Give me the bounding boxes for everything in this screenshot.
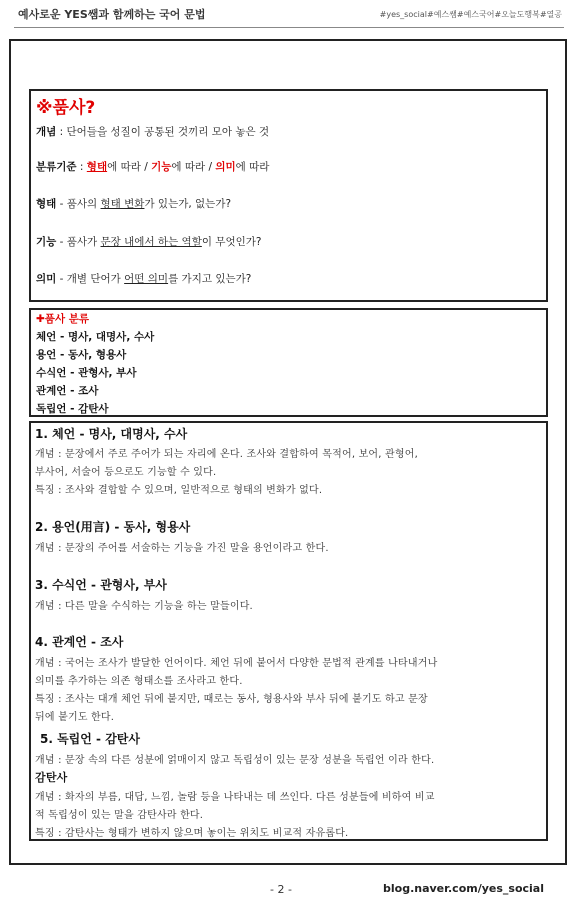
criteria-line [36,159,269,174]
sections-box [29,421,548,841]
header-title: 예사로운 YES쌤과 함께하는 국어 문법 [18,8,206,21]
classification-heading: ✚품사 분류 [36,313,90,325]
section-5-title: 5. 독립언 - 감탄사 [40,732,140,746]
classification-item: 체언 - 명사, 대명사, 수사 [36,331,155,343]
classification-item: 독립언 - 감탄사 [36,403,109,415]
section-3-text: 개념 : 다른 말을 수식하는 기능을 하는 말들이다. [35,601,253,612]
classification-item: 수식언 - 관형사, 부사 [36,367,137,379]
function-text-pre: - 품사가 [56,236,101,248]
classification-box [29,308,548,417]
meaning-text-post: 를 가지고 있는가? [168,273,252,285]
page-number: - 2 - [270,883,292,896]
section-5-text: 적 독립성이 있는 말을 감탄사라 한다. [35,810,204,821]
section-5-subtitle: 감탄사 [35,771,68,784]
section-4-text: 뒤에 붙기도 한다. [35,712,115,723]
criteria-function: 기능 [151,161,172,173]
section-4-title: 4. 관계언 - 조사 [35,635,124,649]
concept-text: : 단어들을 성질이 공통된 것끼리 모아 놓은 것 [56,126,270,138]
concept-label: 개념 [36,126,57,138]
form-label: 형태 [36,198,57,210]
pos-title: ※품사? [36,98,96,118]
section-5-text: 개념 : 화자의 부름, 대답, 느낌, 놀람 등을 나타내는 데 쓰인다. 다른 성분들에 비하여 비교 [35,792,435,803]
criteria-text-2: 에 따라 / [171,161,216,173]
function-underlined: 문장 내에서 하는 역할 [100,236,202,248]
criteria-form: 형태 [86,161,108,173]
section-1-text: 특징 : 조사와 결합할 수 있으며, 일반적으로 형태의 변화가 없다. [35,485,323,496]
classification-item: 관계언 - 조사 [36,385,99,397]
form-text-pre: - 품사의 [56,198,101,210]
meaning-underlined: 어떤 의미 [124,273,169,285]
section-4-text: 특징 : 조사는 대개 체언 뒤에 붙지만, 때로는 동사, 형용사와 부사 뒤에 붙기도 하고 문장 [35,694,428,705]
header-divider [14,27,564,28]
pos-definition-box [29,89,548,302]
function-label: 기능 [36,236,57,248]
section-3-title: 3. 수식언 - 관형사, 부사 [35,578,167,592]
criteria-sep: : [76,161,87,173]
form-underlined: 형태 변화 [100,198,145,210]
section-4-text: 의미를 추가하는 의존 형태소를 조사라고 한다. [35,676,243,687]
section-2-title: 2. 용언(用言) - 동사, 형용사 [35,520,191,534]
section-1-text: 부사어, 서술어 등으로도 기능할 수 있다. [35,467,217,478]
criteria-label: 분류기준 [36,161,77,173]
function-line [36,234,261,249]
meaning-label: 의미 [36,273,57,285]
criteria-meaning: 의미 [215,161,236,173]
section-1-text: 개념 : 문장에서 주로 주어가 되는 자리에 온다. 조사와 결합하여 목적어, 보어, 관형어, [35,449,419,460]
header-hashtags: #yes_social#예스쌤#예스국어#오늘도행복#열공 [379,10,562,19]
form-line [36,196,231,211]
criteria-text-3: 에 따라 [235,161,270,173]
section-5-text: 특징 : 감탄사는 형태가 변하지 않으며 놓이는 위치도 비교적 자유롭다. [35,828,349,839]
function-text-post: 이 무엇인가? [201,236,262,248]
section-1-title: 1. 체언 - 명사, 대명사, 수사 [35,427,188,441]
section-2-text: 개념 : 문장의 주어를 서술하는 기능을 가진 말을 용언이라고 한다. [35,543,329,554]
section-5-text: 개념 : 문장 속의 다른 성분에 얽매이지 않고 독립성이 있는 문장 성분을 독립언 이라 한다. [35,755,435,766]
form-text-post: 가 있는가, 없는가? [144,198,232,210]
section-4-text: 개념 : 국어는 조사가 발달한 언어이다. 체언 뒤에 붙어서 다양한 문법적 관계를 나타내거나 [35,658,438,669]
classification-item: 용언 - 동사, 형용사 [36,349,127,361]
concept-line [36,124,269,139]
criteria-text-1: 에 따라 / [107,161,152,173]
meaning-line [36,271,251,286]
meaning-text-pre: - 개별 단어가 [56,273,125,285]
blog-url: blog.naver.com/yes_social [383,882,544,895]
